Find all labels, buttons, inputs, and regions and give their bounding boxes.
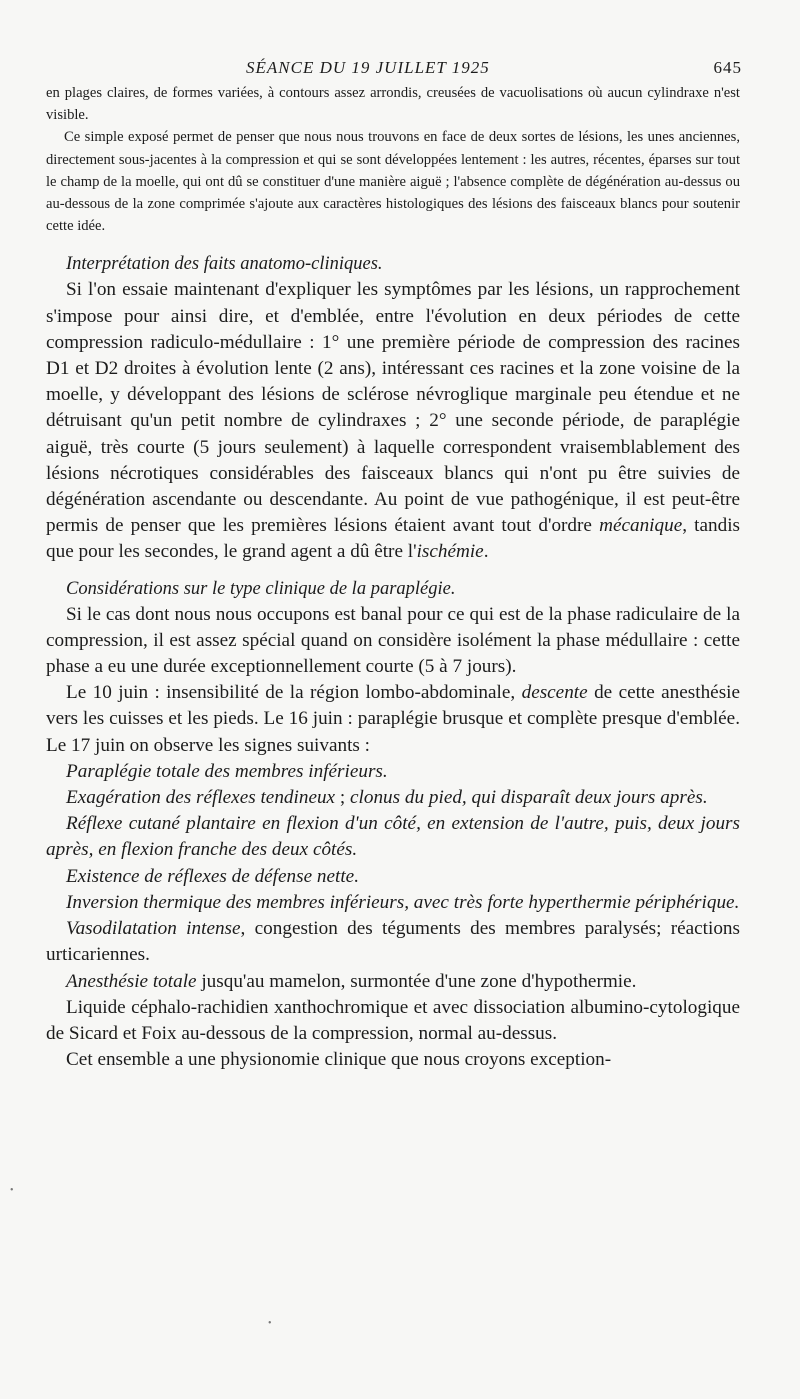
page-speck: • [268,1318,272,1329]
sign-vasodilatation: Vasodilatation intense, congestion des téguments des membres paralysés; réactions urticariennes. [46,918,740,966]
page-number: 645 [713,58,742,77]
paragraph-lesions: Ce simple exposé permet de penser que nous nous trouvons en face de deux sortes de lésions, les unes anciennes, directement sous-jacentes à la compression et qui se sont développées lentement : les autres, récentes, éparses sur tout le champ de la moelle, qui ont dû se constituer d'une manière aiguë ; l'absence complète de dégénération au-dessus ou au-dessous de la zone comprimée s'ajoute aux caractères histologiques des lésions des faisceaux blancs pour soutenir cette idée. [46,129,740,235]
section-heading-considerations: Considérations sur le type clinique de la paraplégie. [66,578,456,599]
paragraph-interpretation: Si l'on essaie maintenant d'expliquer les symptômes par les lésions, un rapprochement s'impose pour ainsi dire, et d'emblée, entre l'évolution en deux périodes de cette compression radiculo-médullaire : 1° une première période de compression des racines D1 et D2 droites à évolution lente (2 ans), intéressant ces racines et la zone voisine de la moelle, y développant des lésions de sclérose névroglique marginale peu étendue et ne détruisant qu'un petit nombre de cylindraxes ; 2° une seconde période, de paraplégie aiguë, très courte (5 jours seulement) à laquelle correspondent vraisemblablement des lésions nécrotiques considérables des faisceaux blancs qui n'ont pu être suivies de dégénération ascendante ou descendante. Au point de vue pathogénique, il est peut-être permis de penser que les premières lésions étaient avant tout d'ordre mécanique, tandis que pour les secondes, le grand agent a dû être l'ischémie. [46,279,740,563]
paragraph-continued: en plages claires, de formes variées, à contours assez arrondis, creusées de vacuolisations où aucun cylindraxe n'est visible. [46,85,740,124]
sign-defense-reflexes: Existence de réflexes de défense nette. [66,865,359,887]
sign-plantar-reflex: Réflexe cutané plantaire en flexion d'un côté, en extension de l'autre, puis, deux jours après, en flexion franche des deux côtés. [46,813,740,861]
sign-paraplegia: Paraplégie totale des membres inférieurs. [66,760,388,782]
paragraph-chronology: Le 10 juin : insensibilité de la région lombo-abdominale, descente de cette anesthésie vers les cuisses et les pieds. Le 16 juin : paraplégie brusque et complète presque d'emblée. Le 17 juin on observe les signes suivants : [46,682,741,756]
running-head: SÉANCE DU 19 JUILLET 1925 [246,58,490,77]
margin-speck: • [10,1185,14,1196]
page-header [46,52,740,82]
paragraph-phase: Si le cas dont nous nous occupons est banal pour ce qui est de la phase radiculaire de la compression, il est assez spécial quand on considère isolément la phase médullaire : cette phase a eu une durée exceptionnellement courte (5 à 7 jours). [46,603,740,678]
paragraph-conclusion: Cet ensemble a une physionomie clinique que nous croyons exception- [66,1049,612,1071]
sign-reflexes: Exagération des réflexes tendineux ; clonus du pied, qui disparaît deux jours après. [66,787,708,809]
section-heading-interpretation: Interprétation des faits anatomo-cliniques. [66,254,383,275]
sign-thermal-inversion: Inversion thermique des membres inférieurs, avec très forte hyperthermie périphérique. [66,891,740,913]
sign-csf: Liquide céphalo-rachidien xanthochromique et avec dissociation albumino-cytologique de Sicard et Foix au-dessous de la compression, normal au-dessus. [46,996,740,1044]
sign-anesthesia: Anesthésie totale jusqu'au mamelon, surmontée d'une zone d'hypothermie. [66,970,637,992]
